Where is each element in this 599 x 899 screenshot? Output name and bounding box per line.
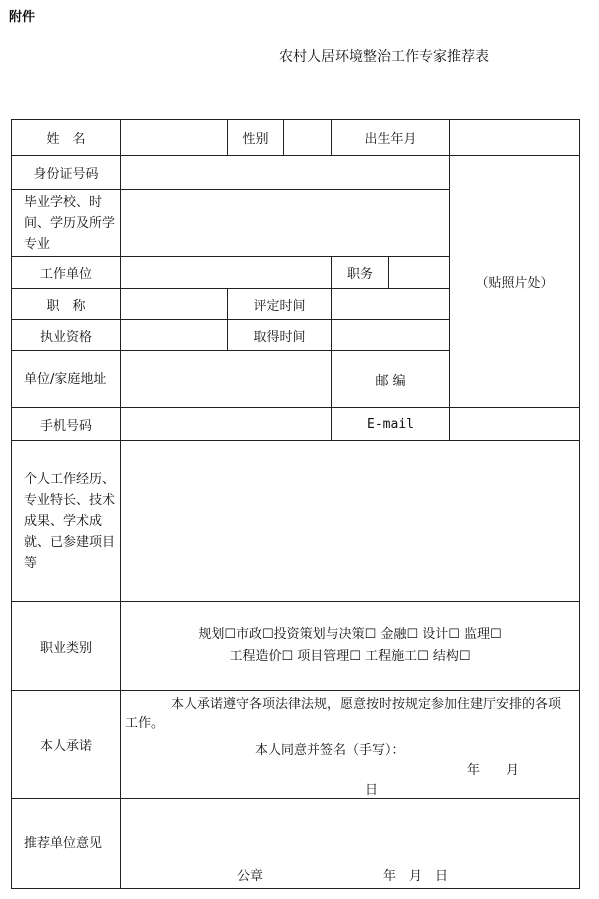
category-options-line2[interactable]: 工程造价☐ 项目管理☐ 工程施工☐ 结构☐ — [229, 649, 471, 664]
obtain-time-label: 取得时间 — [228, 320, 332, 351]
birth-field[interactable] — [450, 120, 580, 156]
title-field[interactable] — [121, 289, 228, 320]
category-options-line1[interactable]: 规划☐市政☐投资策划与决策☐ 金融☐ 设计☐ 监理☐ — [198, 627, 502, 642]
phone-label: 手机号码 — [12, 408, 121, 441]
photo-area[interactable]: （贴照片处） — [450, 156, 580, 408]
pledge-cell — [121, 691, 580, 799]
obtain-time-field[interactable] — [332, 320, 450, 351]
postcode-label: 邮 编 — [332, 351, 450, 408]
name-field[interactable] — [121, 120, 228, 156]
pledge-year-month: 年 月 — [467, 763, 520, 778]
recommend-cell[interactable] — [121, 799, 580, 889]
gender-label: 性别 — [228, 120, 284, 156]
email-label: E-mail — [332, 408, 450, 441]
category-label: 职业类别 — [12, 602, 121, 691]
recommend-seal: 公章 — [237, 869, 264, 884]
employer-label: 工作单位 — [12, 257, 121, 289]
pledge-day: 日 — [365, 783, 379, 798]
qualification-label: 执业资格 — [12, 320, 121, 351]
form-title: 农村人居环境整治工作专家推荐表 — [279, 49, 489, 65]
email-field[interactable] — [450, 408, 580, 441]
position-field[interactable] — [389, 257, 450, 289]
pledge-sign: 本人同意并签名（手写）： — [255, 743, 405, 758]
category-options[interactable] — [121, 602, 580, 691]
birth-label: 出生年月 — [332, 120, 450, 156]
employer-field[interactable] — [121, 257, 332, 289]
id-number-field[interactable] — [121, 156, 450, 190]
pledge-label: 本人承诺 — [12, 691, 121, 799]
attachment-label: 附件 — [9, 10, 36, 25]
name-label: 姓 名 — [12, 120, 121, 156]
assess-time-label: 评定时间 — [228, 289, 332, 320]
address-field[interactable] — [121, 351, 332, 408]
pledge-text: 本人承诺遵守各项法律法规，愿意按时按规定参加住建厅安排的各项工作。 — [125, 697, 562, 731]
assess-time-field[interactable] — [332, 289, 450, 320]
address-label: 单位/家庭地址 — [12, 351, 121, 408]
phone-field[interactable] — [121, 408, 332, 441]
graduation-label: 毕业学校、时间、学历及所学专业 — [12, 190, 121, 257]
gender-field[interactable] — [284, 120, 332, 156]
recommend-date: 年 月 日 — [383, 869, 449, 884]
position-label: 职务 — [332, 257, 389, 289]
recommend-label: 推荐单位意见 — [12, 799, 121, 889]
recommendation-form — [11, 119, 580, 889]
title-label: 职 称 — [12, 289, 121, 320]
experience-field[interactable] — [121, 441, 580, 602]
qualification-field[interactable] — [121, 320, 228, 351]
id-number-label: 身份证号码 — [12, 156, 121, 190]
graduation-field[interactable] — [121, 190, 450, 257]
experience-label: 个人工作经历、专业特长、技术成果、学术成就、已参建项目等 — [12, 441, 121, 602]
